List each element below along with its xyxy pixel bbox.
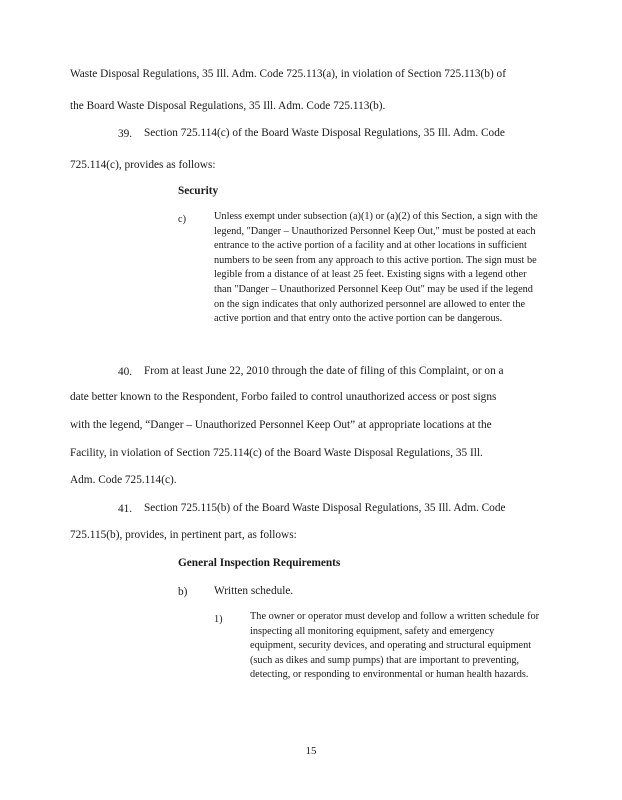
paragraph-line: with the legend, “Danger – Unauthorized Personnel Keep Out” at appropriate locations at the xyxy=(70,419,492,431)
section-heading: General Inspection Requirements xyxy=(178,557,341,569)
paragraph-number: 40. xyxy=(118,366,133,378)
subsection-label: c) xyxy=(178,214,186,225)
subsection-label: b) xyxy=(178,586,188,598)
paragraph-number: 41. xyxy=(118,503,133,515)
paragraph-line: Section 725.114(c) of the Board Waste Disposal Regulations, 35 Ill. Adm. Code xyxy=(144,127,505,139)
page-number: 15 xyxy=(305,745,317,757)
quoted-regulation-text: The owner or operator must develop and follow a written schedule for inspecting all monitoring equipment, safety and emergency equipment, security devices, and operating and structural equipment (such as dikes and sump pumps) that are important to preventing, detecting, or responding to environmental or human health hazards. xyxy=(250,611,540,681)
paragraph-line: the Board Waste Disposal Regulations, 35 Ill. Adm. Code 725.113(b). xyxy=(70,100,386,112)
paragraph-line: Section 725.115(b) of the Board Waste Disposal Regulations, 35 Ill. Adm. Code xyxy=(144,502,506,514)
quoted-regulation-text: Unless exempt under subsection (a)(1) or (a)(2) of this Section, a sign with the legend, "Danger – Unauthorized Personnel Keep Out," must be posted at each entrance to the active portion of a facility and at other locations in sufficient numbers to be seen from any approach to this active portion. The sign must be legible from a distance of at least 25 feet. Existing signs with a legend other than "Danger – Unauthorized Personnel Keep Out" may be used if the legend on the sign indicates that only authorized personnel are allowed to enter the active portion and that entry onto the active portion can be dangerous. xyxy=(214,211,538,325)
paragraph-line: Waste Disposal Regulations, 35 Ill. Adm. Code 725.113(a), in violation of Section 725.113(b) of xyxy=(70,68,506,80)
paragraph-line: Facility, in violation of Section 725.114(c) of the Board Waste Disposal Regulations, 35 Ill. xyxy=(70,447,483,459)
paragraph-line: date better known to the Respondent, Forbo failed to control unauthorized access or post signs xyxy=(70,391,497,403)
paragraph-line: 725.115(b), provides, in pertinent part, as follows: xyxy=(70,529,297,541)
paragraph-line: 725.114(c), provides as follows: xyxy=(70,159,216,171)
section-heading: Security xyxy=(178,185,219,197)
subsection-label: 1) xyxy=(214,614,223,625)
paragraph-line: From at least June 22, 2010 through the date of filing of this Complaint, or on a xyxy=(144,365,504,377)
subsection-title: Written schedule. xyxy=(214,585,294,597)
paragraph-number: 39. xyxy=(118,128,133,140)
paragraph-line: Adm. Code 725.114(c). xyxy=(70,474,177,486)
